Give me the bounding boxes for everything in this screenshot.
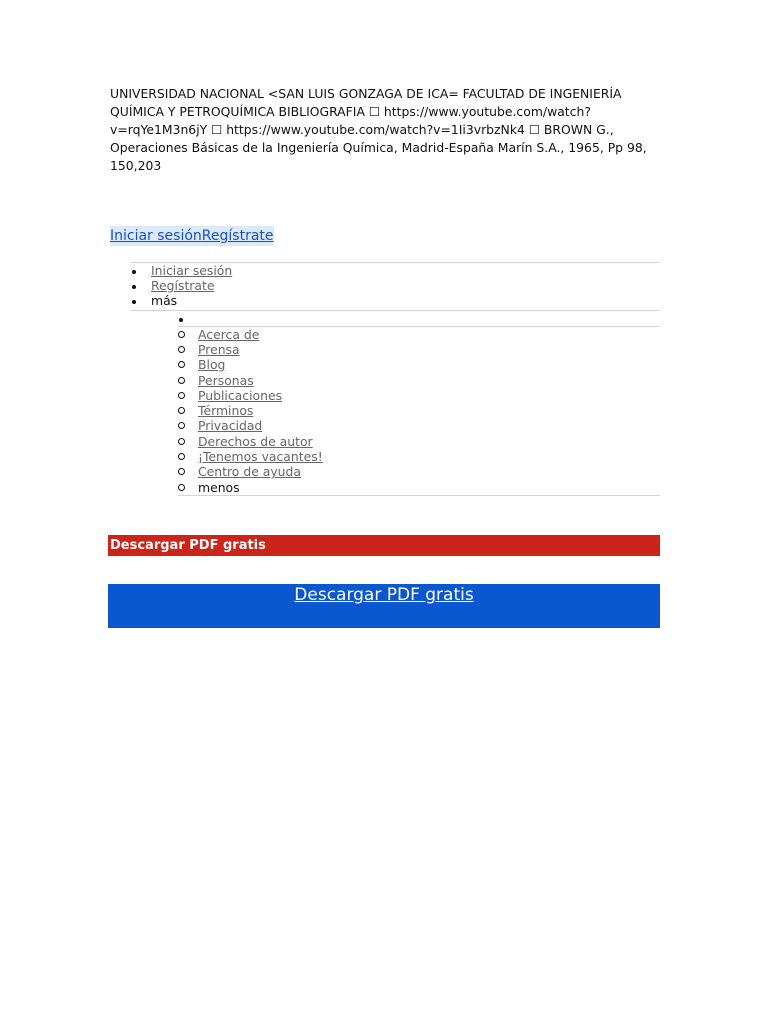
circle-bullet-icon — [174, 480, 188, 495]
circle-bullet-icon — [174, 327, 188, 342]
submenu-item-label[interactable]: Términos — [198, 403, 254, 418]
menu-item-label[interactable]: Regístrate — [151, 278, 215, 293]
submenu-item-label[interactable]: Centro de ayuda — [198, 464, 301, 479]
disc-bullet-icon — [174, 311, 188, 326]
submenu-item-label[interactable]: Publicaciones — [198, 388, 283, 403]
auth-links — [110, 226, 274, 246]
circle-bullet-icon — [174, 357, 188, 372]
circle-bullet-icon — [174, 464, 188, 479]
disc-bullet-icon — [127, 278, 141, 293]
submenu-item-label[interactable]: Personas — [198, 373, 254, 388]
submenu-item-label[interactable]: ¡Tenemos vacantes! — [198, 449, 323, 464]
circle-bullet-icon — [174, 373, 188, 388]
submenu-divider-bottom — [178, 495, 660, 496]
register-link[interactable]: Regístrate — [201, 228, 274, 244]
download-pdf-banner[interactable]: Descargar PDF gratis — [108, 535, 660, 556]
download-pdf-button[interactable] — [108, 584, 660, 628]
document-excerpt: UNIVERSIDAD NACIONAL <SAN LUIS GONZAGA DE ICA= FACULTAD DE INGENIERÍA QUÍMICA Y PETROQUÍMICA BIBLIOGRAFIA ☐ https://www.youtube.com/watch?v=rqYe1M3n6jY ☐ https://www.youtube.com/watch?v=1Ii3vrbzNk4 ☐ BROWN G., Operaciones Básicas de la Ingeniería Química, Madrid-España Marín S.A., 1965, Pp 98, 150,203 — [110, 86, 647, 173]
menu-item-label[interactable]: más — [151, 293, 178, 308]
circle-bullet-icon — [174, 418, 188, 433]
submenu-item-label[interactable]: Acerca de — [198, 327, 260, 342]
submenu-item-label[interactable]: Prensa — [198, 342, 240, 357]
login-link[interactable]: Iniciar sesión — [110, 228, 202, 244]
circle-bullet-icon — [174, 403, 188, 418]
menu-item-label[interactable]: Iniciar sesión — [151, 263, 233, 278]
circle-bullet-icon — [174, 449, 188, 464]
submenu-item-label[interactable]: Derechos de autor — [198, 434, 313, 449]
disc-bullet-icon — [127, 263, 141, 278]
disc-bullet-icon — [127, 293, 141, 308]
menu-divider — [131, 310, 660, 311]
circle-bullet-icon — [174, 388, 188, 403]
download-pdf-button-label: Descargar PDF gratis — [294, 585, 474, 605]
submenu-item-label[interactable]: menos — [198, 480, 240, 495]
submenu-item-label[interactable]: Privacidad — [198, 418, 263, 433]
circle-bullet-icon — [174, 342, 188, 357]
submenu-item-label[interactable]: Blog — [198, 357, 226, 372]
circle-bullet-icon — [174, 434, 188, 449]
